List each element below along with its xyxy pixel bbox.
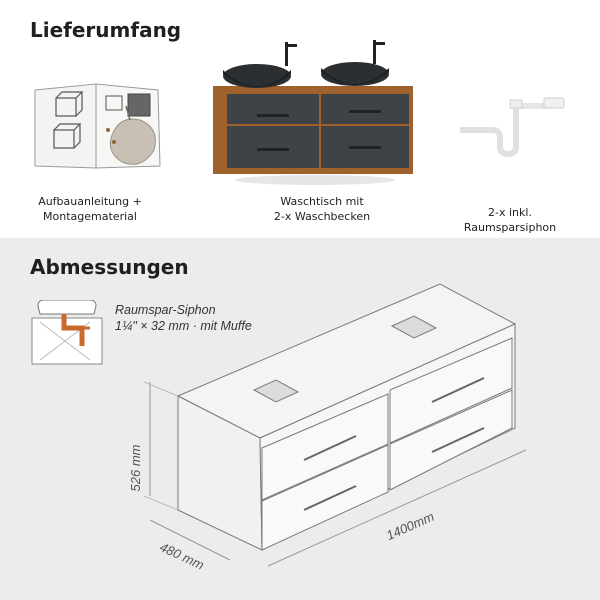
vanity-illustration	[205, 38, 420, 188]
delivery-item-siphon: 2-x inkl. Raumsparsiphon	[463, 206, 557, 234]
siphon-spec: Raumspar-Siphon 1¼" × 32 mm · mit Muffe	[115, 303, 252, 333]
height-dimension-label: 526 mm	[128, 444, 143, 492]
dimensions-title: Abmessungen	[30, 255, 189, 279]
width-dimension-label: 1400mm	[384, 508, 437, 544]
delivery-item-manual: Aufbauanleitung + Montagematerial	[38, 195, 142, 223]
delivery-title: Lieferumfang	[30, 18, 182, 42]
manual-illustration	[30, 80, 165, 175]
delivery-item-vanity: Waschtisch mit 2-x Waschbecken	[273, 195, 371, 223]
siphon-illustration	[452, 92, 572, 162]
depth-dimension-label: 480 mm	[157, 539, 207, 573]
cabinet-dimension-drawing	[0, 238, 600, 600]
